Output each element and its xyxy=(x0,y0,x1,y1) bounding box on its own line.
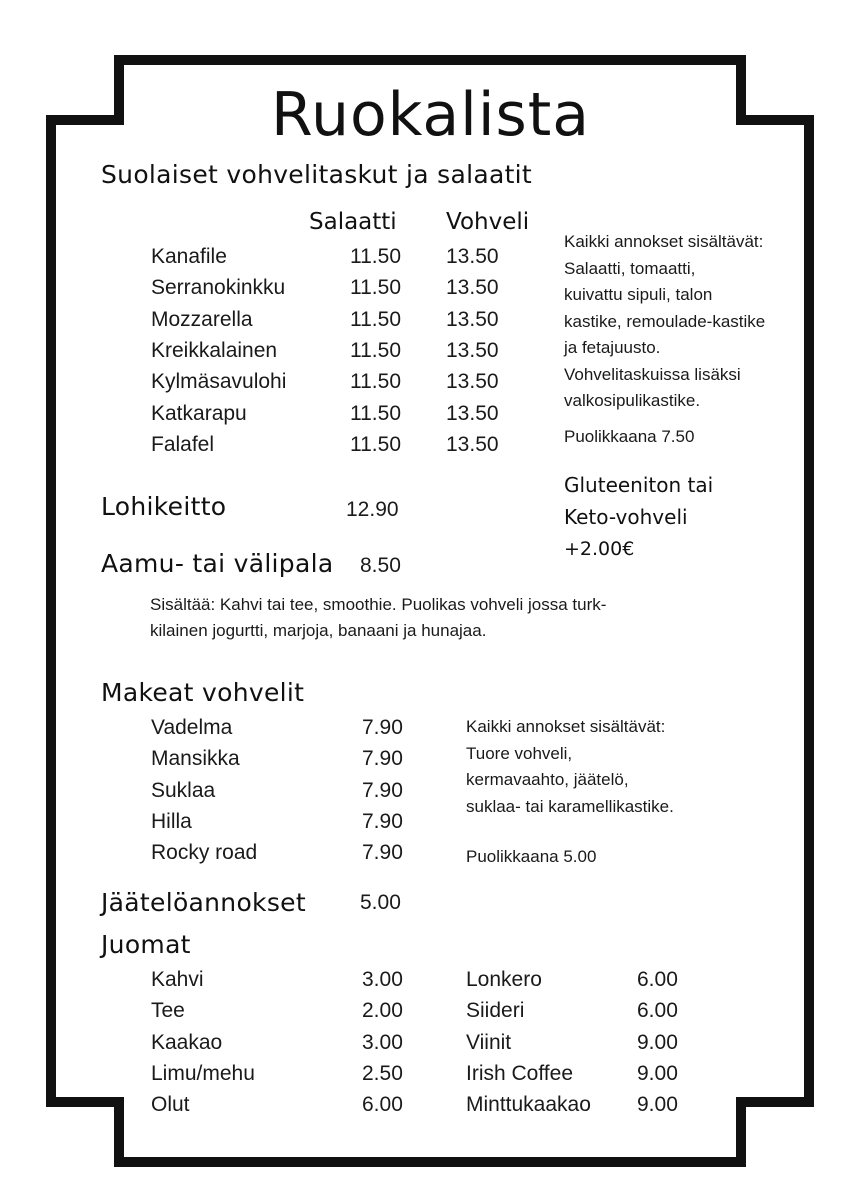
savory-heading: Suolaiset vohvelitaskut ja salaatit xyxy=(101,160,533,189)
gluten-line-2: Keto-vohveli xyxy=(564,505,688,529)
item-name: Falafel xyxy=(151,432,215,456)
drink-name: Minttukaakao xyxy=(466,1093,591,1117)
savory-half-price: Puolikkaana 7.50 xyxy=(564,427,695,446)
note-line: kastike, remoulade-kastike xyxy=(564,311,766,331)
item-price-waffle: 13.50 xyxy=(446,338,499,362)
item-price-salad: 11.50 xyxy=(350,338,401,362)
drink-price: 3.00 xyxy=(362,1030,403,1054)
note-line: kuivattu sipuli, talon xyxy=(564,285,713,304)
item-name: Hilla xyxy=(151,809,192,833)
breakfast-price: 8.50 xyxy=(360,554,401,577)
item-name: Suklaa xyxy=(151,778,216,802)
item-price-waffle: 13.50 xyxy=(446,276,499,300)
item-name: Kanafile xyxy=(151,245,227,268)
soup-name: Lohikeitto xyxy=(101,492,227,521)
item-price: 7.90 xyxy=(362,716,403,739)
note-line: Salaatti, tomaatti, xyxy=(564,258,696,278)
desc-line: kilainen jogurtti, marjoja, banaani ja hunajaa. xyxy=(150,621,487,640)
drink-name: Lonkero xyxy=(466,968,542,991)
item-price-waffle: 13.50 xyxy=(446,245,499,268)
sweet-heading: Makeat vohvelit xyxy=(101,678,305,707)
note-line: ja fetajuusto. xyxy=(564,338,661,357)
item-name: Kylmäsavulohi xyxy=(151,370,287,394)
drink-price: 9.00 xyxy=(637,1030,678,1054)
note-line: suklaa- tai karamellikastike. xyxy=(466,796,674,816)
item-price: 7.90 xyxy=(362,778,403,802)
item-price-waffle: 13.50 xyxy=(446,307,499,331)
drink-price: 6.00 xyxy=(637,999,678,1023)
item-price-salad: 11.50 xyxy=(350,276,401,300)
drink-name: Tee xyxy=(151,999,185,1023)
item-name: Vadelma xyxy=(151,716,233,739)
drink-price: 9.00 xyxy=(637,1093,678,1117)
drink-price: 9.00 xyxy=(637,1061,678,1085)
item-name: Mansikka xyxy=(151,747,240,771)
note-line: valkosipulikastike. xyxy=(564,391,701,410)
breakfast-name: Aamu- tai välipala xyxy=(101,549,334,578)
item-price: 7.90 xyxy=(362,747,403,771)
drink-price: 2.50 xyxy=(362,1061,403,1085)
gluten-price: +2.00€ xyxy=(564,538,635,560)
drink-name: Kaakao xyxy=(151,1030,223,1054)
item-name: Serranokinkku xyxy=(151,276,286,300)
drink-name: Olut xyxy=(151,1093,190,1117)
sweet-half-price: Puolikkaana 5.00 xyxy=(466,847,597,866)
drink-name: Kahvi xyxy=(151,968,204,991)
item-price-salad: 11.50 xyxy=(350,307,401,331)
item-name: Kreikkalainen xyxy=(151,338,278,362)
item-price-salad: 11.50 xyxy=(350,432,401,456)
note-line: kermavaahto, jäätelö, xyxy=(466,770,629,789)
gluten-line-1: Gluteeniton tai xyxy=(564,473,714,497)
drink-name: Limu/mehu xyxy=(151,1061,255,1085)
desc-line: Sisältää: Kahvi tai tee, smoothie. Puolikas vohveli jossa turk- xyxy=(150,595,607,614)
item-price-waffle: 13.50 xyxy=(446,432,499,456)
note-line: Kaikki annokset sisältävät: xyxy=(564,232,764,251)
drinks-heading: Juomat xyxy=(101,930,191,959)
note-line: Vohvelitaskuissa lisäksi xyxy=(564,364,741,384)
page-title: Ruokalista xyxy=(270,80,591,150)
sweet-ingredients-note xyxy=(466,714,674,820)
drink-price: 2.00 xyxy=(362,999,403,1023)
item-price-salad: 11.50 xyxy=(350,370,401,394)
col-header-waffle: Vohveli xyxy=(446,209,530,235)
note-line: Tuore vohveli, xyxy=(466,743,573,763)
item-name: Rocky road xyxy=(151,841,258,865)
drink-price: 3.00 xyxy=(362,968,403,991)
icecream-name: Jäätelöannokset xyxy=(101,888,306,917)
item-price-salad: 11.50 xyxy=(350,401,401,425)
item-price-waffle: 13.50 xyxy=(446,401,499,425)
drink-price: 6.00 xyxy=(637,968,678,991)
breakfast-description xyxy=(150,592,606,644)
item-name: Katkarapu xyxy=(151,401,247,425)
gluten-free-option xyxy=(564,469,713,565)
item-name: Mozzarella xyxy=(151,307,253,331)
item-price: 7.90 xyxy=(362,809,403,833)
col-header-salad: Salaatti xyxy=(309,209,397,235)
drink-name: Irish Coffee xyxy=(466,1061,573,1085)
drink-name: Viinit xyxy=(466,1030,512,1054)
note-line: Kaikki annokset sisältävät: xyxy=(466,717,666,736)
drink-price: 6.00 xyxy=(362,1093,403,1117)
item-price-waffle: 13.50 xyxy=(446,370,499,394)
icecream-price: 5.00 xyxy=(360,891,401,914)
item-price: 7.90 xyxy=(362,841,403,865)
soup-price: 12.90 xyxy=(346,498,399,521)
drink-name: Siideri xyxy=(466,999,525,1023)
item-price-salad: 11.50 xyxy=(350,245,401,268)
savory-ingredients-note xyxy=(564,229,765,415)
